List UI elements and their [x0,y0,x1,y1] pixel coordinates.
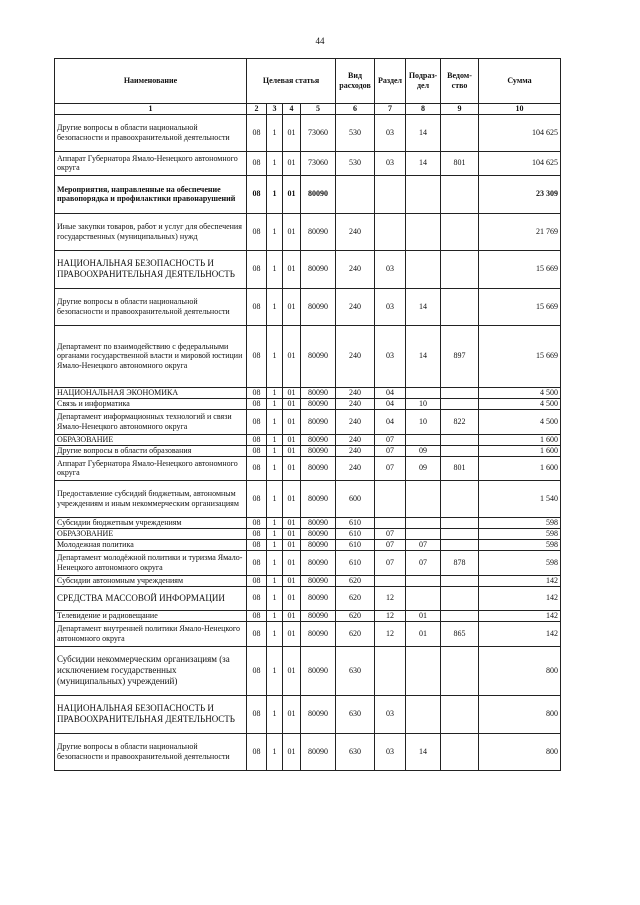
amount-cell: 4 500 [479,398,561,409]
code-program: 01 [283,575,301,586]
subsection-cell [406,695,441,733]
code-program: 01 [283,175,301,213]
subsection-cell [406,586,441,610]
row-name: Департамент внутренней политики Ямало-Ненецкого автономного округа [55,621,247,646]
section-cell: 03 [375,288,406,325]
code-program: 01 [283,213,301,250]
expense-type-cell: 530 [336,151,375,175]
table-row [55,695,561,733]
subsection-cell [406,175,441,213]
code-direction: 80090 [301,586,336,610]
code-section-digit: 08 [247,539,267,550]
code-direction: 73060 [301,151,336,175]
column-number: 2 [247,104,267,115]
amount-cell: 4 500 [479,409,561,434]
department-cell [441,114,479,151]
amount-cell: 104 625 [479,114,561,151]
department-cell: 822 [441,409,479,434]
row-name: Другие вопросы в области национальной безопасности и правоохранительной деятельности [55,114,247,151]
expense-type-cell: 630 [336,733,375,770]
code-subsection-digit: 1 [267,387,283,398]
code-section-digit: 08 [247,456,267,480]
code-direction: 80090 [301,621,336,646]
subsection-cell: 14 [406,151,441,175]
row-name: Другие вопросы в области образования [55,445,247,456]
section-cell: 03 [375,733,406,770]
subsection-cell [406,575,441,586]
department-cell [441,288,479,325]
subsection-cell: 10 [406,398,441,409]
table-row [55,387,561,398]
expense-type-cell: 620 [336,621,375,646]
section-cell: 04 [375,409,406,434]
code-section-digit: 08 [247,550,267,575]
table-row [55,528,561,539]
table-row [55,575,561,586]
amount-cell: 800 [479,646,561,695]
amount-cell: 800 [479,695,561,733]
department-cell [441,575,479,586]
row-name: Департамент молодёжной политики и туризма Ямало-Ненецкого автономного округа [55,550,247,575]
code-subsection-digit: 1 [267,213,283,250]
header-target-article: Целевая статья [247,59,336,104]
row-name: НАЦИОНАЛЬНАЯ ЭКОНОМИКА [55,387,247,398]
code-subsection-digit: 1 [267,646,283,695]
code-direction: 80090 [301,646,336,695]
code-program: 01 [283,398,301,409]
section-cell [375,517,406,528]
code-subsection-digit: 1 [267,114,283,151]
table-row [55,114,561,151]
amount-cell: 1 600 [479,434,561,445]
code-program: 01 [283,445,301,456]
subsection-cell: 09 [406,445,441,456]
row-name: НАЦИОНАЛЬНАЯ БЕЗОПАСНОСТЬ И ПРАВООХРАНИТЕЛЬНАЯ ДЕЯТЕЛЬНОСТЬ [55,250,247,288]
subsection-cell: 10 [406,409,441,434]
code-direction: 80090 [301,288,336,325]
code-section-digit: 08 [247,114,267,151]
row-name: Другие вопросы в области национальной безопасности и правоохранительной деятельности [55,288,247,325]
header-section: Раздел [375,59,406,104]
expense-type-cell: 240 [336,288,375,325]
row-name: Молодежная политика [55,539,247,550]
code-direction: 80090 [301,387,336,398]
row-name: СРЕДСТВА МАССОВОЙ ИНФОРМАЦИИ [55,586,247,610]
expense-type-cell: 240 [336,434,375,445]
expense-type-cell: 610 [336,539,375,550]
expense-type-cell: 240 [336,398,375,409]
row-name: ОБРАЗОВАНИЕ [55,528,247,539]
row-name: Департамент информационных технологий и связи Ямало-Ненецкого автономного округа [55,409,247,434]
code-subsection-digit: 1 [267,539,283,550]
code-direction: 80090 [301,517,336,528]
code-subsection-digit: 1 [267,434,283,445]
code-subsection-digit: 1 [267,288,283,325]
code-section-digit: 08 [247,409,267,434]
amount-cell: 142 [479,610,561,621]
expense-type-cell: 620 [336,575,375,586]
table-row [55,409,561,434]
code-direction: 80090 [301,250,336,288]
code-section-digit: 08 [247,151,267,175]
expense-type-cell: 530 [336,114,375,151]
department-cell [441,646,479,695]
code-section-digit: 08 [247,213,267,250]
department-cell: 865 [441,621,479,646]
section-cell [375,213,406,250]
section-cell: 04 [375,398,406,409]
code-direction: 80090 [301,528,336,539]
code-section-digit: 08 [247,621,267,646]
expense-type-cell: 600 [336,480,375,517]
header-subsection: Подраз-дел [406,59,441,104]
expense-type-cell: 610 [336,517,375,528]
code-program: 01 [283,621,301,646]
column-number: 5 [301,104,336,115]
code-section-digit: 08 [247,387,267,398]
expense-type-cell: 610 [336,550,375,575]
section-cell: 03 [375,151,406,175]
amount-cell: 1 600 [479,456,561,480]
department-cell [441,480,479,517]
subsection-cell: 14 [406,325,441,387]
subsection-cell [406,646,441,695]
department-cell [441,398,479,409]
amount-cell: 598 [479,539,561,550]
expense-type-cell: 240 [336,409,375,434]
subsection-cell: 01 [406,621,441,646]
row-name: ОБРАЗОВАНИЕ [55,434,247,445]
code-section-digit: 08 [247,288,267,325]
subsection-cell [406,387,441,398]
department-cell [441,528,479,539]
expense-type-cell: 630 [336,646,375,695]
department-cell: 801 [441,456,479,480]
expense-type-cell: 240 [336,445,375,456]
expense-type-cell: 630 [336,695,375,733]
column-number: 3 [267,104,283,115]
department-cell [441,213,479,250]
table-row [55,456,561,480]
code-section-digit: 08 [247,610,267,621]
row-name: Аппарат Губернатора Ямало-Ненецкого автономного округа [55,456,247,480]
subsection-cell: 07 [406,539,441,550]
row-name: Иные закупки товаров, работ и услуг для обеспечения государственных (муниципальных) нужд [55,213,247,250]
code-program: 01 [283,733,301,770]
department-cell [441,733,479,770]
subsection-cell: 07 [406,550,441,575]
code-direction: 80090 [301,539,336,550]
column-number: 7 [375,104,406,115]
code-subsection-digit: 1 [267,621,283,646]
expense-type-cell: 620 [336,610,375,621]
expense-type-cell: 240 [336,213,375,250]
amount-cell: 598 [479,528,561,539]
code-program: 01 [283,456,301,480]
subsection-cell [406,480,441,517]
code-section-digit: 08 [247,695,267,733]
department-cell [441,250,479,288]
code-section-digit: 08 [247,398,267,409]
row-name: Аппарат Губернатора Ямало-Ненецкого автономного округа [55,151,247,175]
code-subsection-digit: 1 [267,610,283,621]
code-section-digit: 08 [247,445,267,456]
table-row [55,398,561,409]
row-name: Другие вопросы в области национальной безопасности и правоохранительной деятельности [55,733,247,770]
code-section-digit: 08 [247,517,267,528]
row-name: Связь и информатика [55,398,247,409]
table-row [55,288,561,325]
department-cell [441,434,479,445]
subsection-cell: 14 [406,114,441,151]
code-program: 01 [283,550,301,575]
table-row [55,586,561,610]
amount-cell: 800 [479,733,561,770]
amount-cell: 15 669 [479,250,561,288]
amount-cell: 598 [479,517,561,528]
code-subsection-digit: 1 [267,575,283,586]
column-number: 9 [441,104,479,115]
section-cell: 03 [375,325,406,387]
amount-cell: 23 309 [479,175,561,213]
code-direction: 80090 [301,550,336,575]
amount-cell: 598 [479,550,561,575]
code-program: 01 [283,151,301,175]
department-cell [441,445,479,456]
table-row [55,610,561,621]
section-cell: 07 [375,456,406,480]
row-name: Субсидии некоммерческим организациям (за исключением государственных (муниципальных) учреждений) [55,646,247,695]
code-section-digit: 08 [247,480,267,517]
code-direction: 80090 [301,213,336,250]
section-cell: 03 [375,114,406,151]
code-direction: 80090 [301,575,336,586]
section-cell: 12 [375,586,406,610]
section-cell [375,480,406,517]
table-row [55,325,561,387]
code-subsection-digit: 1 [267,517,283,528]
expense-type-cell: 240 [336,387,375,398]
code-subsection-digit: 1 [267,456,283,480]
code-subsection-digit: 1 [267,151,283,175]
code-program: 01 [283,610,301,621]
row-name: Субсидии бюджетным учреждениям [55,517,247,528]
code-direction: 80090 [301,445,336,456]
table-row [55,480,561,517]
code-subsection-digit: 1 [267,250,283,288]
column-number: 1 [55,104,247,115]
code-subsection-digit: 1 [267,586,283,610]
subsection-cell: 09 [406,456,441,480]
code-section-digit: 08 [247,325,267,387]
code-subsection-digit: 1 [267,480,283,517]
section-cell: 07 [375,445,406,456]
table-row [55,621,561,646]
budget-table [54,58,561,771]
table-row [55,250,561,288]
code-direction: 80090 [301,480,336,517]
code-program: 01 [283,539,301,550]
code-direction: 80090 [301,733,336,770]
code-direction: 80090 [301,695,336,733]
table-row [55,646,561,695]
section-cell: 12 [375,621,406,646]
row-name: Департамент по взаимодействию с федеральными органами государственной власти и мировой юстиции Ямало-Ненецкого автономного округа [55,325,247,387]
code-program: 01 [283,528,301,539]
amount-cell: 142 [479,575,561,586]
expense-type-cell: 620 [336,586,375,610]
code-subsection-digit: 1 [267,733,283,770]
code-direction: 80090 [301,409,336,434]
column-number: 4 [283,104,301,115]
amount-cell: 21 769 [479,213,561,250]
amount-cell: 142 [479,586,561,610]
row-name: Предоставление субсидий бюджетным, автономным учреждениям и иным некоммерческим организациям [55,480,247,517]
code-program: 01 [283,325,301,387]
department-cell: 801 [441,151,479,175]
column-number: 6 [336,104,375,115]
expense-type-cell: 240 [336,250,375,288]
code-program: 01 [283,646,301,695]
code-program: 01 [283,480,301,517]
code-program: 01 [283,288,301,325]
amount-cell: 104 625 [479,151,561,175]
section-cell: 07 [375,434,406,445]
expense-type-cell [336,175,375,213]
code-subsection-digit: 1 [267,695,283,733]
code-subsection-digit: 1 [267,325,283,387]
subsection-cell [406,517,441,528]
section-cell [375,575,406,586]
code-direction: 80090 [301,610,336,621]
subsection-cell [406,528,441,539]
subsection-cell [406,250,441,288]
department-cell [441,539,479,550]
row-name: НАЦИОНАЛЬНАЯ БЕЗОПАСНОСТЬ И ПРАВООХРАНИТЕЛЬНАЯ ДЕЯТЕЛЬНОСТЬ [55,695,247,733]
code-subsection-digit: 1 [267,409,283,434]
code-direction: 80090 [301,456,336,480]
column-number-row [55,104,561,115]
code-section-digit: 08 [247,175,267,213]
code-direction: 80090 [301,434,336,445]
code-program: 01 [283,387,301,398]
subsection-cell [406,213,441,250]
header-expense-type: Вид расходов [336,59,375,104]
table-row [55,213,561,250]
code-section-digit: 08 [247,586,267,610]
code-direction: 73060 [301,114,336,151]
subsection-cell: 14 [406,733,441,770]
section-cell [375,175,406,213]
department-cell [441,586,479,610]
code-subsection-digit: 1 [267,550,283,575]
section-cell: 03 [375,695,406,733]
subsection-cell [406,434,441,445]
table-row [55,175,561,213]
department-cell [441,695,479,733]
code-subsection-digit: 1 [267,445,283,456]
table-row [55,539,561,550]
expense-type-cell: 240 [336,325,375,387]
header-department: Ведом-ство [441,59,479,104]
section-cell: 04 [375,387,406,398]
code-section-digit: 08 [247,733,267,770]
section-cell: 03 [375,250,406,288]
amount-cell: 15 669 [479,288,561,325]
code-direction: 80090 [301,398,336,409]
code-section-digit: 08 [247,575,267,586]
department-cell [441,175,479,213]
department-cell [441,387,479,398]
column-number: 10 [479,104,561,115]
section-cell: 07 [375,528,406,539]
code-section-digit: 08 [247,250,267,288]
department-cell [441,517,479,528]
amount-cell: 4 500 [479,387,561,398]
section-cell: 12 [375,610,406,621]
code-program: 01 [283,409,301,434]
row-name: Телевидение и радиовещание [55,610,247,621]
expense-type-cell: 240 [336,456,375,480]
amount-cell: 1 540 [479,480,561,517]
code-section-digit: 08 [247,528,267,539]
table-row [55,550,561,575]
row-name: Субсидии автономным учреждениям [55,575,247,586]
code-subsection-digit: 1 [267,398,283,409]
amount-cell: 1 600 [479,445,561,456]
column-number: 8 [406,104,441,115]
department-cell: 878 [441,550,479,575]
department-cell: 897 [441,325,479,387]
code-subsection-digit: 1 [267,528,283,539]
section-cell: 07 [375,550,406,575]
subsection-cell: 01 [406,610,441,621]
amount-cell: 15 669 [479,325,561,387]
section-cell: 07 [375,539,406,550]
code-direction: 80090 [301,175,336,213]
section-cell [375,646,406,695]
amount-cell: 142 [479,621,561,646]
department-cell [441,610,479,621]
table-row [55,733,561,770]
code-section-digit: 08 [247,434,267,445]
header-name: Наименование [55,59,247,104]
code-direction: 80090 [301,325,336,387]
code-subsection-digit: 1 [267,175,283,213]
table-row [55,517,561,528]
expense-type-cell: 610 [336,528,375,539]
header-row [55,59,561,104]
code-program: 01 [283,517,301,528]
header-amount: Сумма [479,59,561,104]
code-section-digit: 08 [247,646,267,695]
code-program: 01 [283,250,301,288]
table-row [55,151,561,175]
code-program: 01 [283,586,301,610]
code-program: 01 [283,434,301,445]
subsection-cell: 14 [406,288,441,325]
row-name: Мероприятия, направленные на обеспечение правопорядка и профилактики правонарушений [55,175,247,213]
page-number: 44 [315,36,325,46]
code-program: 01 [283,695,301,733]
code-program: 01 [283,114,301,151]
table-row [55,434,561,445]
table-row [55,445,561,456]
